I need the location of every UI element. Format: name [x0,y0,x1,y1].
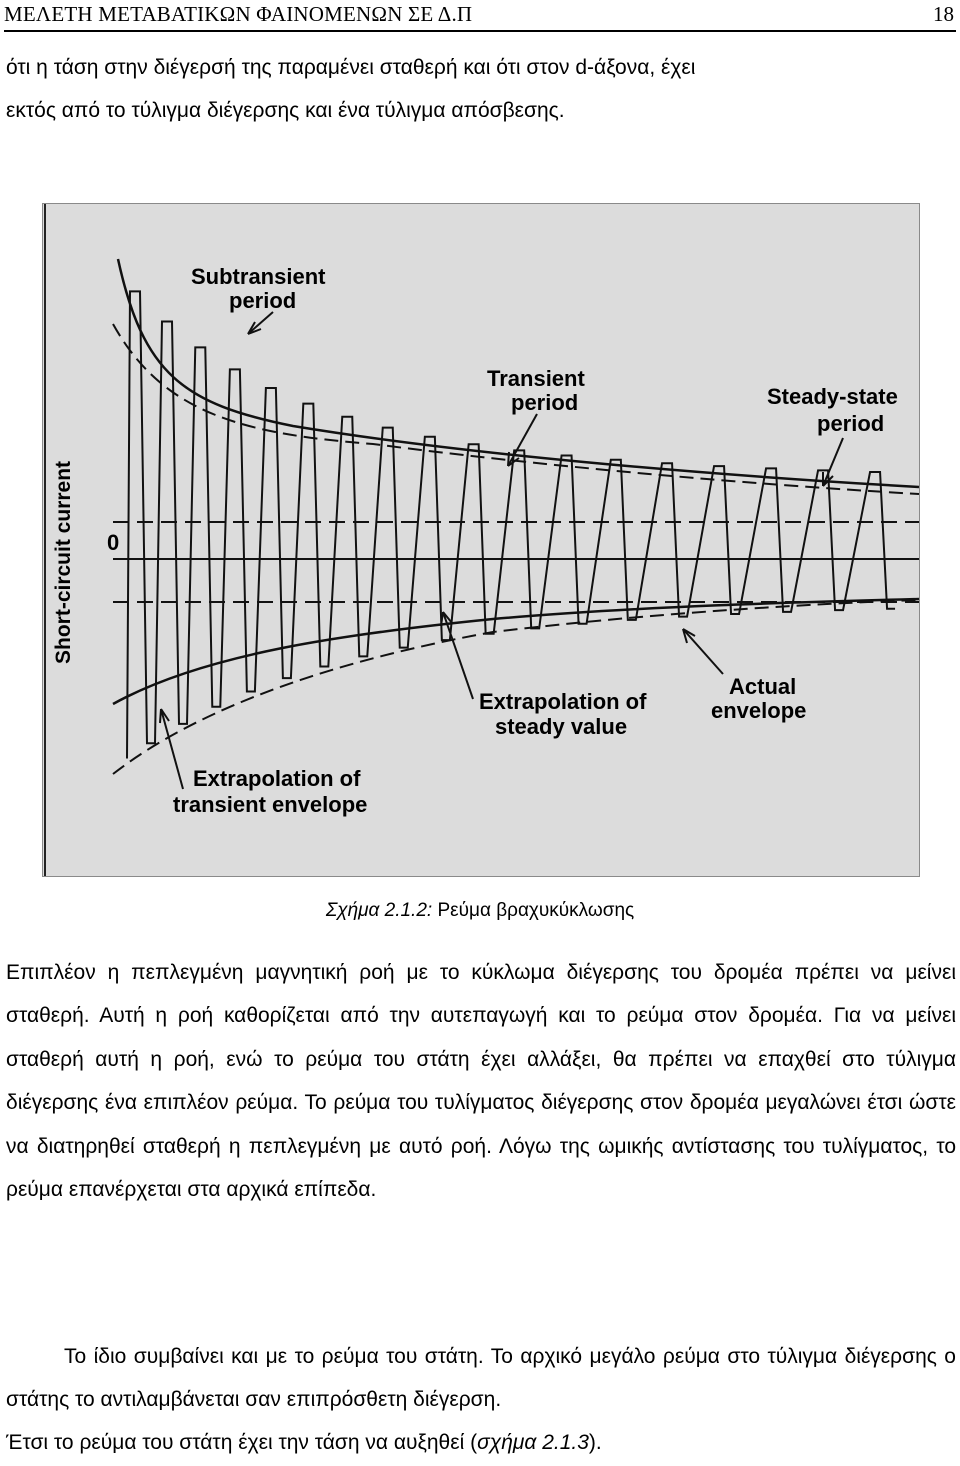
steady-label-line2: period [817,411,885,436]
actual-label-line1: Actual [729,674,797,699]
extrap-steady-arrow [443,612,473,699]
transient-label-line1: Transient [487,366,585,391]
intro-line-2: εκτός από το τύλιγμα διέγερσης και ένα τύλιγμα απόσβεσης. [6,99,565,122]
caption-text: Ρεύμα βραχυκύκλωσης [432,900,635,921]
extrap-steady-label-line1: Extrapolation of [479,689,647,714]
page-header [4,0,956,32]
body-paragraph-2: Το ίδιο συμβαίνει και με το ρεύμα του στάτη. Το αρχικό μεγάλο ρεύμα στο τύλιγμα διέγερσης ο στάτης το αντιλαμβάνεται σαν επιπρόσθετη διέγερση. [6,1345,956,1412]
subtransient-label-line1: Subtransient [191,264,326,289]
transient-envelope-extrapolation-lower [113,600,919,774]
steady-arrow [823,438,843,486]
transient-label-line2: period [511,390,579,415]
extrap-transient-label-line2: transient envelope [173,792,368,817]
body-paragraph-1: Επιπλέον η πεπλεγμένη μαγνητική ροή με το κύκλωμα διέγερσης του δρομέα πρέπει να μείνει σταθερή. Αυτή η ροή καθορίζεται από την αυτεπαγωγή και το ρεύμα στον δρομέα. Για να μείνει σταθερή αυτή η ροή, ενώ το ρεύμα του στάτη έχει αλλάξει, θα πρέπει να επαχθεί στο τύλιγμα διέγερσης ένα επιπλέον ρεύμα. Το ρεύμα του τυλίγματος διέγερσης στον δρομέα μεγαλώνει έτσι ώστε να διατηρηθεί σταθερή η πεπλεγμένη με αυτό ροή. Λόγω της ωμικής αντίστασης του τυλίγματος, το ρεύμα επανέρχεται στα αρχικά επίπεδα. [6,961,956,1202]
steady-label-line1: Steady-state [767,384,898,409]
caption-label: Σχήμα 2.1.2: [325,900,433,921]
body-p3-suffix: ). [588,1431,602,1454]
subtransient-label-line2: period [229,288,297,313]
figure-reference: σχήμα 2.1.3 [477,1431,589,1454]
actual-label-line2: envelope [711,698,807,723]
subtransient-arrow [248,312,273,334]
header-title: ΜΕΛΕΤΗ ΜΕΤΑΒΑΤΙΚΩΝ ΦΑΙΝΟΜΕΝΩΝ ΣΕ Δ.Π [4,2,473,26]
actual-envelope-arrow [683,629,723,674]
extrap-steady-label-line2: steady value [495,714,628,739]
body-p3-prefix: Έτσι το ρεύμα του στάτη έχει την τάση να αυξηθεί ( [6,1431,478,1454]
intro-line-1: ότι η τάση στην διέγερσή της παραμένει σταθερή και ότι στον d-άξονα, έχει [6,56,696,79]
extrap-transient-label-line1: Extrapolation of [193,766,361,791]
zero-label: 0 [107,530,120,555]
body-paragraph-3 [6,1421,956,1464]
short-circuit-current-figure [42,203,920,877]
y-axis-label: Short-circuit current [52,460,75,664]
figure-caption [0,900,960,922]
page-number: 18 [933,2,954,26]
figure-drawing [43,204,919,876]
